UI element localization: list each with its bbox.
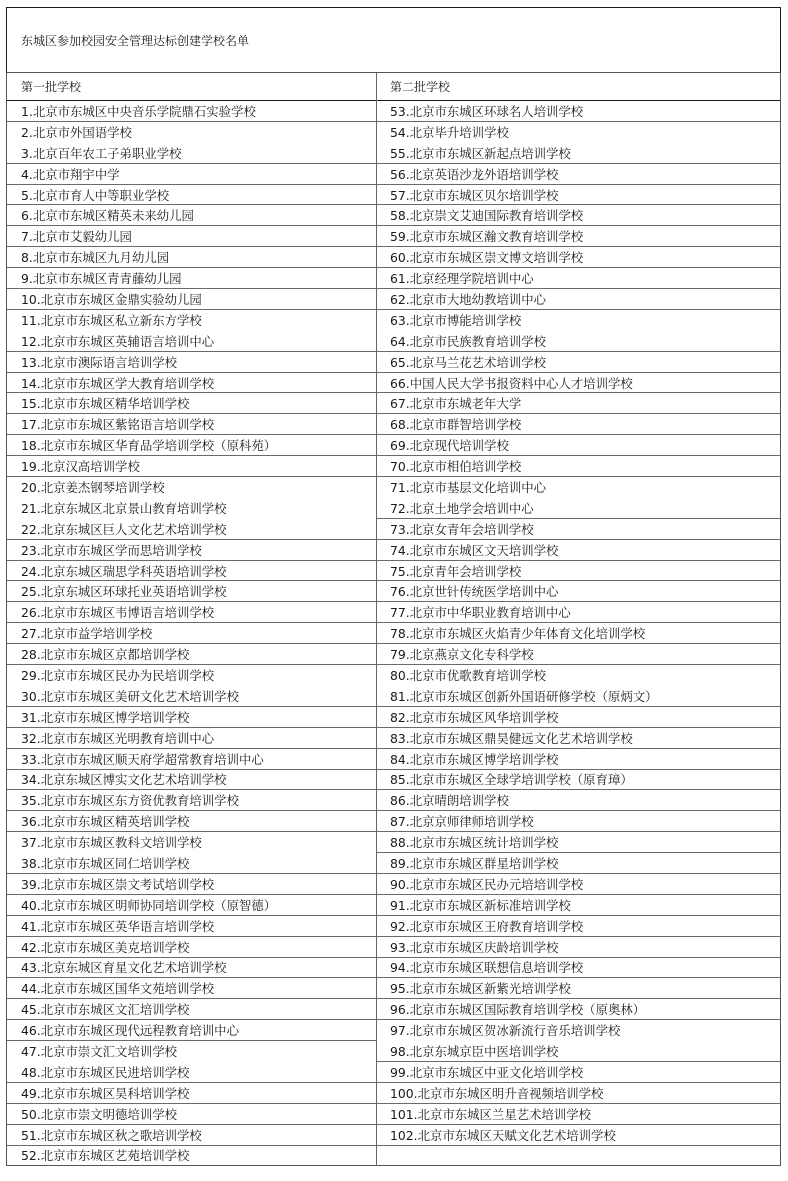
table-row: 36.北京市东城区精英培训学校 xyxy=(7,811,376,832)
table-row: 43.北京东城区育星文化艺术培训学校 xyxy=(7,958,376,979)
table-row: 8.北京市东城区九月幼儿园 xyxy=(7,247,376,268)
table-row: 30.北京市东城区美研文化艺术培训学校 xyxy=(7,686,376,707)
table-row: 46.北京市东城区现代远程教育培训中心 xyxy=(7,1020,376,1041)
table-row: 67.北京市东城老年大学 xyxy=(377,393,780,414)
table-row: 48.北京市东城区民进培训学校 xyxy=(7,1062,376,1083)
batch2-rows xyxy=(377,101,780,1166)
table-row: 10.北京市东城区金鼎实验幼儿园 xyxy=(7,289,376,310)
table-row: 37.北京市东城区教科文培训学校 xyxy=(21,835,202,851)
table-row: 61.北京经理学院培训中心 xyxy=(377,268,780,289)
table-row: 63.北京市博能培训学校 xyxy=(390,312,522,328)
table-row: 72.北京土地学会培训中心 xyxy=(377,498,780,519)
table-row: 7.北京市艾毅幼儿园 xyxy=(7,226,376,247)
table-row: 84.北京市东城区博学培训学校 xyxy=(377,749,780,770)
table-row: 65.北京马兰花艺术培训学校 xyxy=(377,352,780,373)
table-row: 100.北京市东城区明升音视频培训学校 xyxy=(377,1083,780,1104)
batch1-column xyxy=(7,73,377,1166)
table-row: 17.北京市东城区紫铭语言培训学校 xyxy=(7,414,376,435)
table-row: 19.北京汉高培训学校 xyxy=(7,456,376,477)
batch2-column xyxy=(377,73,780,1166)
table-row: 51.北京市东城区秋之歌培训学校 xyxy=(7,1125,376,1146)
table-row: 56.北京英语沙龙外语培训学校 xyxy=(377,164,780,185)
table-row: 79.北京燕京文化专科学校 xyxy=(377,644,780,665)
table-row: 54.北京毕升培训学校 xyxy=(390,124,509,140)
table-row: 35.北京市东城区东方资优教育培训学校 xyxy=(7,790,376,811)
table-row: 70.北京市相伯培训学校 xyxy=(377,456,780,477)
batch1-rows xyxy=(7,101,376,1166)
batch1-header: 第一批学校 xyxy=(7,73,376,101)
table-row: 25.北京东城区环球托业英语培训学校 xyxy=(7,581,376,602)
table-row: 1.北京市东城区中央音乐学院鼎石实验学校 xyxy=(7,101,376,122)
table-row: 42.北京市东城区美克培训学校 xyxy=(7,937,376,958)
table-row: 6.北京市东城区精英未来幼儿园 xyxy=(7,205,376,226)
table-row: 34.北京东城区博实文化艺术培训学校 xyxy=(7,770,376,791)
table-row: 14.北京市东城区学大教育培训学校 xyxy=(7,373,376,394)
table-row: 73.北京女青年会培训学校 xyxy=(377,519,780,540)
table-row: 62.北京市大地幼教培训中心 xyxy=(377,289,780,310)
school-list-table xyxy=(6,7,781,1166)
table-row: 74.北京市东城区文天培训学校 xyxy=(377,540,780,561)
table-row: 22.北京东城区巨人文化艺术培训学校 xyxy=(7,519,376,540)
table-row: 38.北京市东城区同仁培训学校 xyxy=(7,853,376,874)
table-row: 68.北京市群智培训学校 xyxy=(377,414,780,435)
table-row: 11.北京市东城区私立新东方学校 xyxy=(21,312,202,328)
table-row: 28.北京市东城区京都培训学校 xyxy=(7,644,376,665)
table-row: 71.北京市基层文化培训中心 xyxy=(390,479,547,495)
table-row: 44.北京市东城区国华文苑培训学校 xyxy=(7,978,376,999)
table-row: 58.北京崇文艾迪国际教育培训学校 xyxy=(377,205,780,226)
table-row: 5.北京市育人中等职业学校 xyxy=(7,185,376,206)
table-row: 91.北京市东城区新标准培训学校 xyxy=(377,895,780,916)
table-row: 23.北京市东城区学而思培训学校 xyxy=(7,540,376,561)
table-row xyxy=(377,1146,780,1167)
table-row: 13.北京市澳际语言培训学校 xyxy=(7,352,376,373)
table-row: 64.北京市民族教育培训学校 xyxy=(377,331,780,352)
table-row: 39.北京市东城区崇文考试培训学校 xyxy=(7,874,376,895)
table-row: 93.北京市东城区庆龄培训学校 xyxy=(377,937,780,958)
table-body xyxy=(6,73,781,1166)
table-row: 92.北京市东城区王府教育培训学校 xyxy=(377,916,780,937)
table-row: 89.北京市东城区群星培训学校 xyxy=(377,853,780,874)
table-row: 90.北京市东城区民办元培培训学校 xyxy=(377,874,780,895)
table-row: 29.北京市东城区民办为民培训学校 xyxy=(21,667,215,683)
table-row: 76.北京世针传统医学培训中心 xyxy=(377,581,780,602)
table-row: 57.北京市东城区贝尔培训学校 xyxy=(377,185,780,206)
table-row: 81.北京市东城区创新外国语研修学校（原炳文） xyxy=(377,686,780,707)
table-row: 80.北京市优歌教育培训学校 xyxy=(390,667,547,683)
table-row: 49.北京市东城区昊科培训学校 xyxy=(7,1083,376,1104)
table-row: 95.北京市东城区新紫光培训学校 xyxy=(377,978,780,999)
table-row: 52.北京市东城区艺苑培训学校 xyxy=(7,1146,376,1167)
table-row: 87.北京京师律师培训学校 xyxy=(377,811,780,832)
table-row: 12.北京市东城区英辅语言培训中心 xyxy=(7,331,376,352)
table-row: 21.北京东城区北京景山教育培训学校 xyxy=(21,500,227,516)
table-row: 99.北京市东城区中亚文化培训学校 xyxy=(377,1062,780,1083)
table-row: 55.北京市东城区新起点培训学校 xyxy=(377,143,780,164)
table-row: 85.北京市东城区全球学培训学校（原育璋） xyxy=(377,770,780,791)
table-row: 3.北京百年农工子弟职业学校 xyxy=(7,143,376,164)
table-row: 45.北京市东城区文汇培训学校 xyxy=(7,999,376,1020)
table-row: 40.北京市东城区明师协同培训学校（原智德） xyxy=(7,895,376,916)
table-row: 33.北京市东城区顺天府学超常教育培训中心 xyxy=(7,749,376,770)
table-row: 88.北京市东城区统计培训学校 xyxy=(377,832,780,853)
table-row: 41.北京市东城区英华语言培训学校 xyxy=(7,916,376,937)
table-row: 9.北京市东城区青青藤幼儿园 xyxy=(7,268,376,289)
table-title: 东城区参加校园安全管理达标创建学校名单 xyxy=(6,7,781,73)
table-row: 82.北京市东城区风华培训学校 xyxy=(377,707,780,728)
table-row: 32.北京市东城区光明教育培训中心 xyxy=(7,728,376,749)
table-row: 78.北京市东城区火焰青少年体育文化培训学校 xyxy=(377,623,780,644)
table-row: 20.北京姜杰钢琴培训学校 xyxy=(21,479,165,495)
table-row: 26.北京市东城区韦博语言培训学校 xyxy=(7,602,376,623)
table-row: 59.北京市东城区瀚文教育培训学校 xyxy=(377,226,780,247)
table-row: 83.北京市东城区鼎昊健远文化艺术培训学校 xyxy=(377,728,780,749)
table-row: 86.北京晴朗培训学校 xyxy=(377,790,780,811)
table-row: 96.北京市东城区国际教育培训学校（原奥林） xyxy=(377,999,780,1020)
table-row: 15.北京市东城区精华培训学校 xyxy=(7,393,376,414)
table-row: 60.北京市东城区崇文博文培训学校 xyxy=(377,247,780,268)
table-row: 27.北京市益学培训学校 xyxy=(7,623,376,644)
table-row: 69.北京现代培训学校 xyxy=(377,435,780,456)
table-row: 77.北京市中华职业教育培训中心 xyxy=(377,602,780,623)
table-row: 4.北京市翔宇中学 xyxy=(7,164,376,185)
table-row: 75.北京青年会培训学校 xyxy=(377,561,780,582)
table-row: 50.北京市崇文明德培训学校 xyxy=(7,1104,376,1125)
table-row: 24.北京东城区瑞思学科英语培训学校 xyxy=(7,561,376,582)
table-row: 47.北京市崇文汇文培训学校 xyxy=(21,1044,178,1060)
table-row: 31.北京市东城区博学培训学校 xyxy=(7,707,376,728)
table-row: 101.北京市东城区兰星艺术培训学校 xyxy=(377,1104,780,1125)
table-row: 2.北京市外国语学校 xyxy=(21,124,132,140)
table-row: 66.中国人民大学书报资料中心人才培训学校 xyxy=(377,373,780,394)
table-row: 53.北京市东城区环球名人培训学校 xyxy=(377,101,780,122)
table-row: 94.北京市东城区联想信息培训学校 xyxy=(377,958,780,979)
table-row: 98.北京东城京臣中医培训学校 xyxy=(377,1041,780,1062)
table-row: 18.北京市东城区华育品学培训学校（原科苑） xyxy=(7,435,376,456)
table-row: 97.北京市东城区贺冰新流行音乐培训学校 xyxy=(390,1023,621,1039)
batch2-header: 第二批学校 xyxy=(377,73,780,101)
table-row: 102.北京市东城区天赋文化艺术培训学校 xyxy=(377,1125,780,1146)
